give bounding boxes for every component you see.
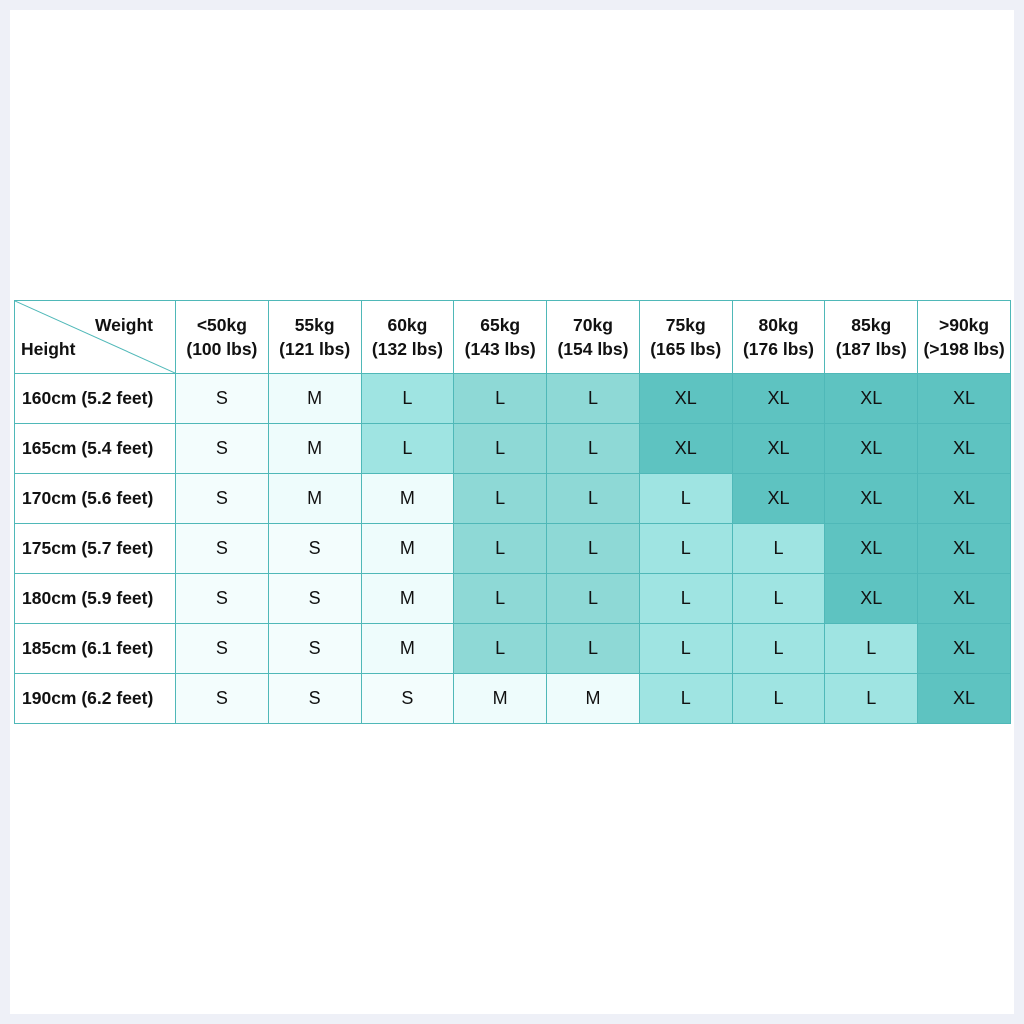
- size-cell: XL: [732, 374, 825, 424]
- size-cell: L: [639, 574, 732, 624]
- weight-lbs: (132 lbs): [371, 339, 443, 359]
- weight-lbs: (100 lbs): [186, 339, 258, 359]
- weight-header-8: [918, 301, 1011, 374]
- size-cell: XL: [825, 424, 918, 474]
- size-cell: M: [361, 574, 454, 624]
- weight-header-4: [547, 301, 640, 374]
- size-cell: S: [176, 574, 269, 624]
- weight-kg: 55kg: [294, 315, 335, 335]
- table-row: [15, 574, 1011, 624]
- size-cell: L: [639, 624, 732, 674]
- size-cell: S: [268, 574, 361, 624]
- size-cell: L: [361, 424, 454, 474]
- weight-lbs: (121 lbs): [279, 339, 351, 359]
- size-cell: M: [268, 424, 361, 474]
- size-cell: L: [454, 524, 547, 574]
- size-cell: L: [547, 524, 640, 574]
- height-label-cell: 165cm (5.4 feet): [15, 424, 176, 474]
- size-cell: XL: [732, 474, 825, 524]
- size-cell: L: [547, 574, 640, 624]
- size-cell: S: [268, 624, 361, 674]
- size-cell: L: [547, 474, 640, 524]
- height-label-cell: 175cm (5.7 feet): [15, 524, 176, 574]
- size-cell: S: [176, 374, 269, 424]
- weight-kg: 80kg: [758, 315, 799, 335]
- size-cell: L: [454, 474, 547, 524]
- weight-lbs: (>198 lbs): [923, 339, 1005, 359]
- height-label-cell: 170cm (5.6 feet): [15, 474, 176, 524]
- weight-kg: 75kg: [665, 315, 706, 335]
- size-cell: S: [176, 674, 269, 724]
- table-row: [15, 524, 1011, 574]
- size-chart-table: [14, 300, 1011, 724]
- size-cell: XL: [825, 474, 918, 524]
- weight-kg: >90kg: [939, 315, 990, 335]
- size-cell: L: [732, 574, 825, 624]
- size-cell: XL: [918, 624, 1011, 674]
- size-cell: XL: [639, 424, 732, 474]
- weight-lbs: (187 lbs): [835, 339, 907, 359]
- weight-kg: 85kg: [851, 315, 892, 335]
- header-row: [15, 301, 1011, 374]
- table-row: [15, 624, 1011, 674]
- weight-kg: <50kg: [196, 315, 247, 335]
- weight-header-1: [268, 301, 361, 374]
- size-cell: M: [454, 674, 547, 724]
- size-cell: XL: [918, 574, 1011, 624]
- size-cell: XL: [825, 374, 918, 424]
- size-cell: M: [547, 674, 640, 724]
- weight-axis-label: Weight: [94, 315, 153, 335]
- size-cell: S: [176, 524, 269, 574]
- size-cell: S: [176, 424, 269, 474]
- size-cell: XL: [639, 374, 732, 424]
- weight-header-7: [825, 301, 918, 374]
- size-cell: S: [268, 674, 361, 724]
- size-cell: XL: [918, 524, 1011, 574]
- size-cell: L: [361, 374, 454, 424]
- size-cell: M: [361, 524, 454, 574]
- weight-header-2: [361, 301, 454, 374]
- size-cell: XL: [825, 524, 918, 574]
- size-cell: XL: [918, 674, 1011, 724]
- height-label-cell: 190cm (6.2 feet): [15, 674, 176, 724]
- size-cell: L: [547, 624, 640, 674]
- size-cell: L: [454, 574, 547, 624]
- corner-header-cell: [15, 301, 176, 374]
- weight-header-3: [454, 301, 547, 374]
- size-table-body: [15, 374, 1011, 724]
- weight-lbs: (154 lbs): [557, 339, 629, 359]
- size-cell: L: [732, 524, 825, 574]
- weight-header-0: [176, 301, 269, 374]
- size-cell: XL: [732, 424, 825, 474]
- table-row: [15, 674, 1011, 724]
- weight-kg: 70kg: [573, 315, 613, 335]
- size-cell: L: [825, 624, 918, 674]
- height-label-cell: 160cm (5.2 feet): [15, 374, 176, 424]
- size-cell: XL: [918, 424, 1011, 474]
- height-axis-label: Height: [21, 339, 76, 359]
- size-cell: M: [361, 474, 454, 524]
- size-cell: L: [825, 674, 918, 724]
- table-row: [15, 474, 1011, 524]
- size-cell: L: [732, 674, 825, 724]
- size-cell: L: [547, 424, 640, 474]
- size-cell: L: [732, 624, 825, 674]
- weight-header-6: [732, 301, 825, 374]
- size-cell: S: [268, 524, 361, 574]
- size-cell: M: [268, 474, 361, 524]
- weight-kg: 65kg: [480, 315, 521, 335]
- size-cell: XL: [918, 374, 1011, 424]
- weight-lbs: (165 lbs): [650, 339, 722, 359]
- weight-lbs: (143 lbs): [464, 339, 536, 359]
- table-row: [15, 374, 1011, 424]
- size-cell: L: [454, 374, 547, 424]
- size-cell: XL: [918, 474, 1011, 524]
- size-cell: S: [361, 674, 454, 724]
- weight-kg: 60kg: [387, 315, 428, 335]
- size-cell: L: [639, 524, 732, 574]
- size-cell: L: [547, 374, 640, 424]
- table-row: [15, 424, 1011, 474]
- size-cell: S: [176, 624, 269, 674]
- size-cell: L: [639, 674, 732, 724]
- weight-header-5: [639, 301, 732, 374]
- height-label-cell: 180cm (5.9 feet): [15, 574, 176, 624]
- page: [10, 10, 1014, 1014]
- size-cell: L: [454, 624, 547, 674]
- size-cell: XL: [825, 574, 918, 624]
- size-cell: S: [176, 474, 269, 524]
- size-cell: L: [454, 424, 547, 474]
- height-label-cell: 185cm (6.1 feet): [15, 624, 176, 674]
- weight-lbs: (176 lbs): [742, 339, 814, 359]
- size-cell: M: [268, 374, 361, 424]
- size-cell: L: [639, 474, 732, 524]
- size-cell: M: [361, 624, 454, 674]
